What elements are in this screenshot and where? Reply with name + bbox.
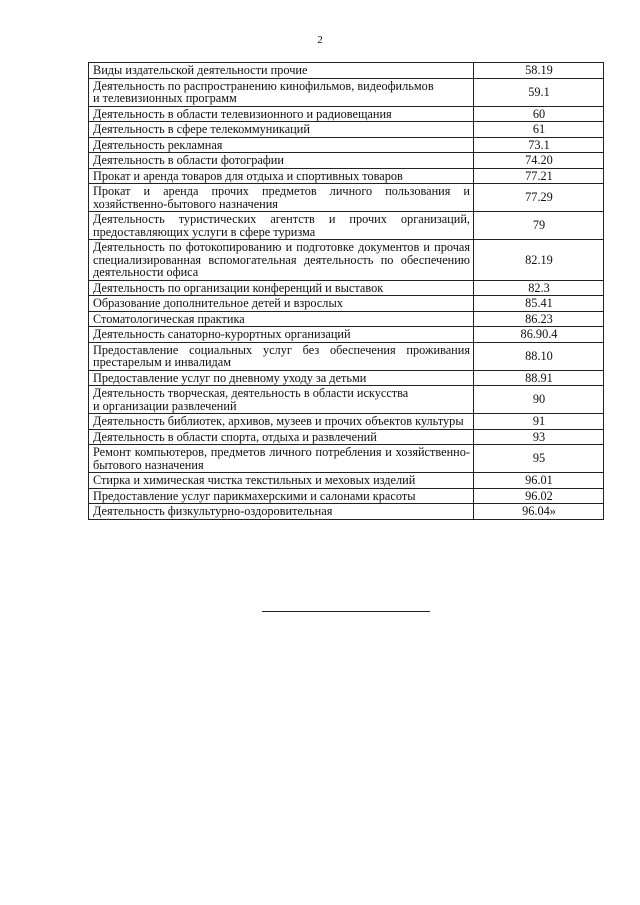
table-row — [89, 311, 604, 327]
activity-name: Деятельность туристических агентств и прочих организаций, предоставляющих услуги в сфере туризма — [89, 212, 474, 240]
activity-code: 88.10 — [474, 342, 604, 370]
table-body — [89, 63, 604, 520]
table-row — [89, 184, 604, 212]
table-row — [89, 137, 604, 153]
activity-code: 88.91 — [474, 370, 604, 386]
activity-name: Деятельность по распространению кинофильмов, видеофильмов и телевизионных программ — [89, 78, 474, 106]
activity-code: 60 — [474, 106, 604, 122]
table-row — [89, 370, 604, 386]
activity-name: Деятельность по фотокопированию и подготовке документов и прочая специализированная вспомогательная деятельность по обеспечению деятельности офиса — [89, 240, 474, 281]
activity-name: Деятельность в области фотографии — [89, 153, 474, 169]
activity-code: 82.19 — [474, 240, 604, 281]
activity-name: Стирка и химическая чистка текстильных и меховых изделий — [89, 473, 474, 489]
activity-name: Деятельность творческая, деятельность в области искусства и организации развлечений — [89, 386, 474, 414]
activity-code: 85.41 — [474, 296, 604, 312]
activity-code: 77.21 — [474, 168, 604, 184]
activity-name: Предоставление услуг по дневному уходу за детьми — [89, 370, 474, 386]
table-row — [89, 445, 604, 473]
activity-code: 96.04» — [474, 504, 604, 520]
table-row — [89, 153, 604, 169]
activity-code: 77.29 — [474, 184, 604, 212]
activity-name: Деятельность в области спорта, отдыха и развлечений — [89, 429, 474, 445]
table-row — [89, 78, 604, 106]
activity-code: 96.02 — [474, 488, 604, 504]
table-row — [89, 488, 604, 504]
activity-name: Деятельность в сфере телекоммуникаций — [89, 122, 474, 138]
table-row — [89, 473, 604, 489]
table-row — [89, 342, 604, 370]
table-row — [89, 414, 604, 430]
activity-name: Ремонт компьютеров, предметов личного потребления и хозяйственно-бытового назначения — [89, 445, 474, 473]
table-row — [89, 429, 604, 445]
activity-name: Прокат и аренда прочих предметов личного пользования и хозяйственно-бытового назначения — [89, 184, 474, 212]
activity-name: Деятельность физкультурно-оздоровительная — [89, 504, 474, 520]
activity-name: Виды издательской деятельности прочие — [89, 63, 474, 79]
table-row — [89, 327, 604, 343]
activity-name: Образование дополнительное детей и взрослых — [89, 296, 474, 312]
activity-code: 59.1 — [474, 78, 604, 106]
table-row — [89, 122, 604, 138]
table-row — [89, 386, 604, 414]
table-row — [89, 280, 604, 296]
activity-name: Деятельность в области телевизионного и радиовещания — [89, 106, 474, 122]
table-row — [89, 240, 604, 281]
activity-codes-table — [88, 62, 604, 520]
activity-name: Стоматологическая практика — [89, 311, 474, 327]
table-row — [89, 296, 604, 312]
activity-code: 86.23 — [474, 311, 604, 327]
activity-name: Деятельность по организации конференций и выставок — [89, 280, 474, 296]
activity-name: Деятельность санаторно-курортных организаций — [89, 327, 474, 343]
table-row — [89, 63, 604, 79]
activity-name: Предоставление социальных услуг без обеспечения проживания престарелым и инвалидам — [89, 342, 474, 370]
activity-code: 79 — [474, 212, 604, 240]
activity-code: 82.3 — [474, 280, 604, 296]
table-row — [89, 106, 604, 122]
activity-code: 74.20 — [474, 153, 604, 169]
activity-name: Предоставление услуг парикмахерскими и салонами красоты — [89, 488, 474, 504]
activity-code: 61 — [474, 122, 604, 138]
activity-code: 93 — [474, 429, 604, 445]
activity-name: Деятельность библиотек, архивов, музеев и прочих объектов культуры — [89, 414, 474, 430]
activity-code: 73.1 — [474, 137, 604, 153]
footer-rule — [262, 611, 430, 612]
activity-code: 91 — [474, 414, 604, 430]
page-number: 2 — [317, 34, 323, 46]
activity-code: 86.90.4 — [474, 327, 604, 343]
table-row — [89, 212, 604, 240]
activity-name: Прокат и аренда товаров для отдыха и спортивных товаров — [89, 168, 474, 184]
activity-code: 90 — [474, 386, 604, 414]
table-row — [89, 168, 604, 184]
activity-code: 95 — [474, 445, 604, 473]
activity-name: Деятельность рекламная — [89, 137, 474, 153]
table-row — [89, 504, 604, 520]
activity-code: 96.01 — [474, 473, 604, 489]
activity-code: 58.19 — [474, 63, 604, 79]
